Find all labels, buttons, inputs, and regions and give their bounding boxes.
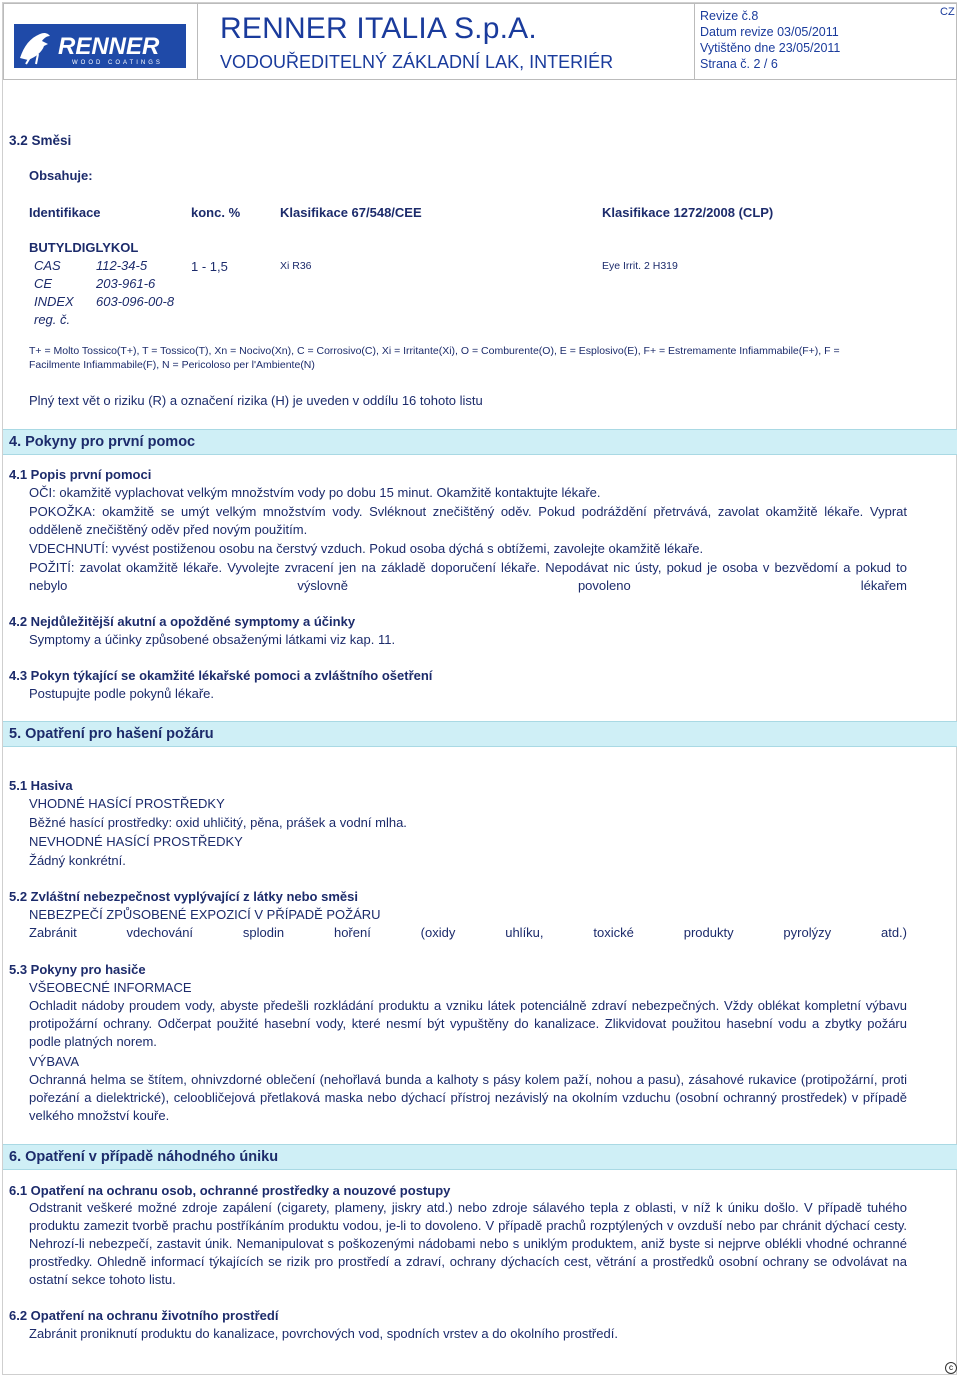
- s43-title: 4.3 Pokyn týkající se okamžité lékařské pomoci a zvláštního ošetření: [9, 668, 433, 683]
- col-concentration: konc. %: [191, 205, 241, 220]
- class-clp-value: Eye Irrit. 2 H319: [602, 260, 678, 272]
- s41-eyes: OČI: okamžitě vyplachovat velkým množstvím vody po dobu 15 minut. Okamžitě kontaktujte lékaře.: [29, 485, 601, 500]
- s53-equipment-text: Ochranná helma se štítem, ohnivzdorné oblečení (nehořlavá bunda a kalhoty s pásy kolem paží, nohou a pasu), zásahové rukavice (protipožární, proti pořezání a dielektrické), celoobličejová přetlaková maska nebo dýchací přístroj nezávislý na okolním vzduchu (osobní ochranný prostředek) v případě velkého množství kouře.: [29, 1072, 907, 1123]
- s61-text: Odstranit veškeré možné zdroje zapálení (cigarety, plameny, jiskry atd.) nebo zdroje sálavého tepla z oblasti, v níž k úniku došlo. V případě tuhého produktu zamezit tvorbě prachu postříkáním produktu vodou, je-li to dovoleno. V případě prachů rozptýlených v ovzduší nebo par chránit dýchací cesty. Nehrozí-li nebezpečí, zastavit únik. Nemanipulovat s poškozenými nádobami nebo s uniklým produktem, aniž byste si nejprve oblékli vhodné ochranné prostředky. Ohledně informací týkajících se rizik pro prostředí a zdraví, ochrany dýchacích cest, větrání a prostředků osobní ochrany se odvolávat na ostatní sekce tohoto listu.: [29, 1200, 907, 1287]
- col-identification: Identifikace: [29, 205, 101, 220]
- title-cell: [198, 3, 695, 80]
- document-header: [3, 3, 957, 80]
- s53-equipment: VÝBAVA: [29, 1054, 80, 1069]
- s51-suitable: VHODNÉ HASÍCÍ PROSTŘEDKY: [29, 796, 225, 811]
- page-number: Strana č. 2 / 6: [700, 57, 778, 71]
- product-name: VODOUŘEDITELNÝ ZÁKLADNÍ LAK, INTERIÉR: [220, 52, 614, 72]
- class-67-value: Xi R36: [280, 260, 312, 272]
- s41-ingestion: POŽITÍ: zavolat okamžitě lékaře. Vyvolejte zvracení jen na základě doporučení lékaře. Nepodávat nic ústy, pokud je osoba v bezvědomí a pokud to nebylo výslovně povoleno lékařem: [29, 560, 907, 593]
- s51-suitable-text: Běžné hasící prostředky: oxid uhličitý, pěna, prášek a vodní mlha.: [29, 815, 407, 830]
- revision-info: [700, 8, 840, 72]
- s53-general-text: Ochladit nádoby proudem vody, abyste předešli rozkládání produktu a vzniku látek potenciálně zdraví nebezpečných. Vždy oblékat kompletní výbavu protipožární ochrany. Odčerpat použité hasební vody, které nesmí být vypuštěny do kanalizace. Zlikvidovat použitou hasební vodu a zbytky požáru podle platných norem.: [29, 998, 907, 1049]
- s41-inhalation: VDECHNUTÍ: vyvést postiženou osobu na čerstvý vzduch. Pokud osoba dýchá s obtížemi, zavolejte okamžitě lékaře.: [29, 541, 704, 556]
- s62-title: 6.2 Opatření na ochranu životního prostředí: [9, 1308, 279, 1323]
- svg-text:WOOD COATINGS: WOOD COATINGS: [72, 60, 163, 66]
- id-value-index: 603-096-00-8: [96, 294, 175, 309]
- section-4-header: [3, 429, 957, 455]
- concentration-value: 1 - 1,5: [191, 259, 228, 274]
- id-label-cas: CAS: [34, 258, 61, 273]
- section-6-title: 6. Opatření v případě náhodného úniku: [9, 1149, 279, 1165]
- legend-line-1: T+ = Molto Tossico(T+), T = Tossico(T), Xn = Nocivo(Xn), C = Corrosivo(C), Xi = Irritante(Xi), O = Comburente(O), E = Esplosivo(E), F+ = Estremamente Infiammabile(F+), F =: [29, 345, 840, 357]
- contains-label: Obsahuje:: [29, 168, 93, 183]
- section-6-header: [3, 1144, 957, 1170]
- renner-logo: [14, 24, 186, 68]
- company-name: RENNER ITALIA S.p.A.: [220, 12, 537, 45]
- legend-line-2: Facilmente Infiammabile(F), N = Pericoloso per l'Ambiente(N): [29, 359, 315, 371]
- full-text-note: Plný text vět o riziku (R) a označení rizika (H) je uveden v oddílu 16 tohoto listu: [29, 393, 483, 408]
- s62-text: Zabránit proniknutí produktu do kanalizace, povrchových vod, spodních vrstev a do okolního prostředí.: [29, 1326, 618, 1341]
- s52-subtitle: NEBEZPEČÍ ZPŮSOBENÉ EXPOZICÍ V PŘÍPADĚ POŽÁRU: [29, 907, 381, 922]
- revision-date: Datum revize 03/05/2011: [700, 25, 839, 39]
- id-label-reg: reg. č.: [34, 312, 71, 327]
- s42-text: Symptomy a účinky způsobené obsaženými látkami viz kap. 11.: [29, 632, 396, 647]
- id-value-cas: 112-34-5: [96, 258, 148, 273]
- id-label-ce: CE: [34, 276, 53, 291]
- s51-unsuitable: NEVHODNÉ HASÍCÍ PROSTŘEDKY: [29, 834, 243, 849]
- s52-title: 5.2 Zvláštní nebezpečnost vyplývající z látky nebo směsi: [9, 889, 358, 904]
- s52-text: Zabránit vdechování splodin hoření (oxidy uhlíku, toxické produkty pyrolýzy atd.): [29, 925, 907, 940]
- s51-title: 5.1 Hasiva: [9, 778, 73, 793]
- s41-title: 4.1 Popis první pomoci: [9, 467, 152, 482]
- s53-title: 5.3 Pokyny pro hasiče: [9, 962, 146, 977]
- s43-text: Postupujte podle pokynů lékaře.: [29, 686, 215, 701]
- language-code: CZ: [940, 6, 955, 18]
- section-3-2-title: 3.2 Směsi: [9, 133, 72, 148]
- section-5-header: [3, 721, 957, 747]
- s53-general: VŠEOBECNÉ INFORMACE: [29, 980, 192, 995]
- revision-number: Revize č.8: [700, 9, 759, 23]
- s42-title: 4.2 Nejdůležitější akutní a opožděné symptomy a účinky: [9, 614, 356, 629]
- svg-text:RENNER: RENNER: [58, 33, 160, 60]
- section-5-title: 5. Opatření pro hašení požáru: [9, 726, 214, 742]
- s41-skin: POKOŽKA: okamžitě se umýt velkým množstvím vody. Svléknout znečištěný oděv. Pokud podráždění přetrvává, zavolat okamžitě lékaře. Vyprat odděleně znečištěný oděv před novým použitím.: [29, 504, 907, 537]
- meta-cell: [695, 3, 957, 80]
- print-date: Vytištěno dne 23/05/2011: [700, 41, 841, 55]
- copyright-icon: c: [945, 1362, 957, 1374]
- col-class-clp: Klasifikace 1272/2008 (CLP): [602, 205, 774, 220]
- id-value-ce: 203-961-6: [96, 276, 156, 291]
- substance-name: BUTYLDIGLYKOL: [29, 240, 139, 255]
- s61-title: 6.1 Opatření na ochranu osob, ochranné prostředky a nouzové postupy: [9, 1183, 451, 1198]
- s51-unsuitable-text: Žádný konkrétní.: [29, 853, 126, 868]
- logo-cell: [3, 3, 198, 80]
- col-class-67-548: Klasifikace 67/548/CEE: [280, 205, 422, 220]
- id-label-index: INDEX: [34, 294, 74, 309]
- section-4-title: 4. Pokyny pro první pomoc: [9, 434, 196, 450]
